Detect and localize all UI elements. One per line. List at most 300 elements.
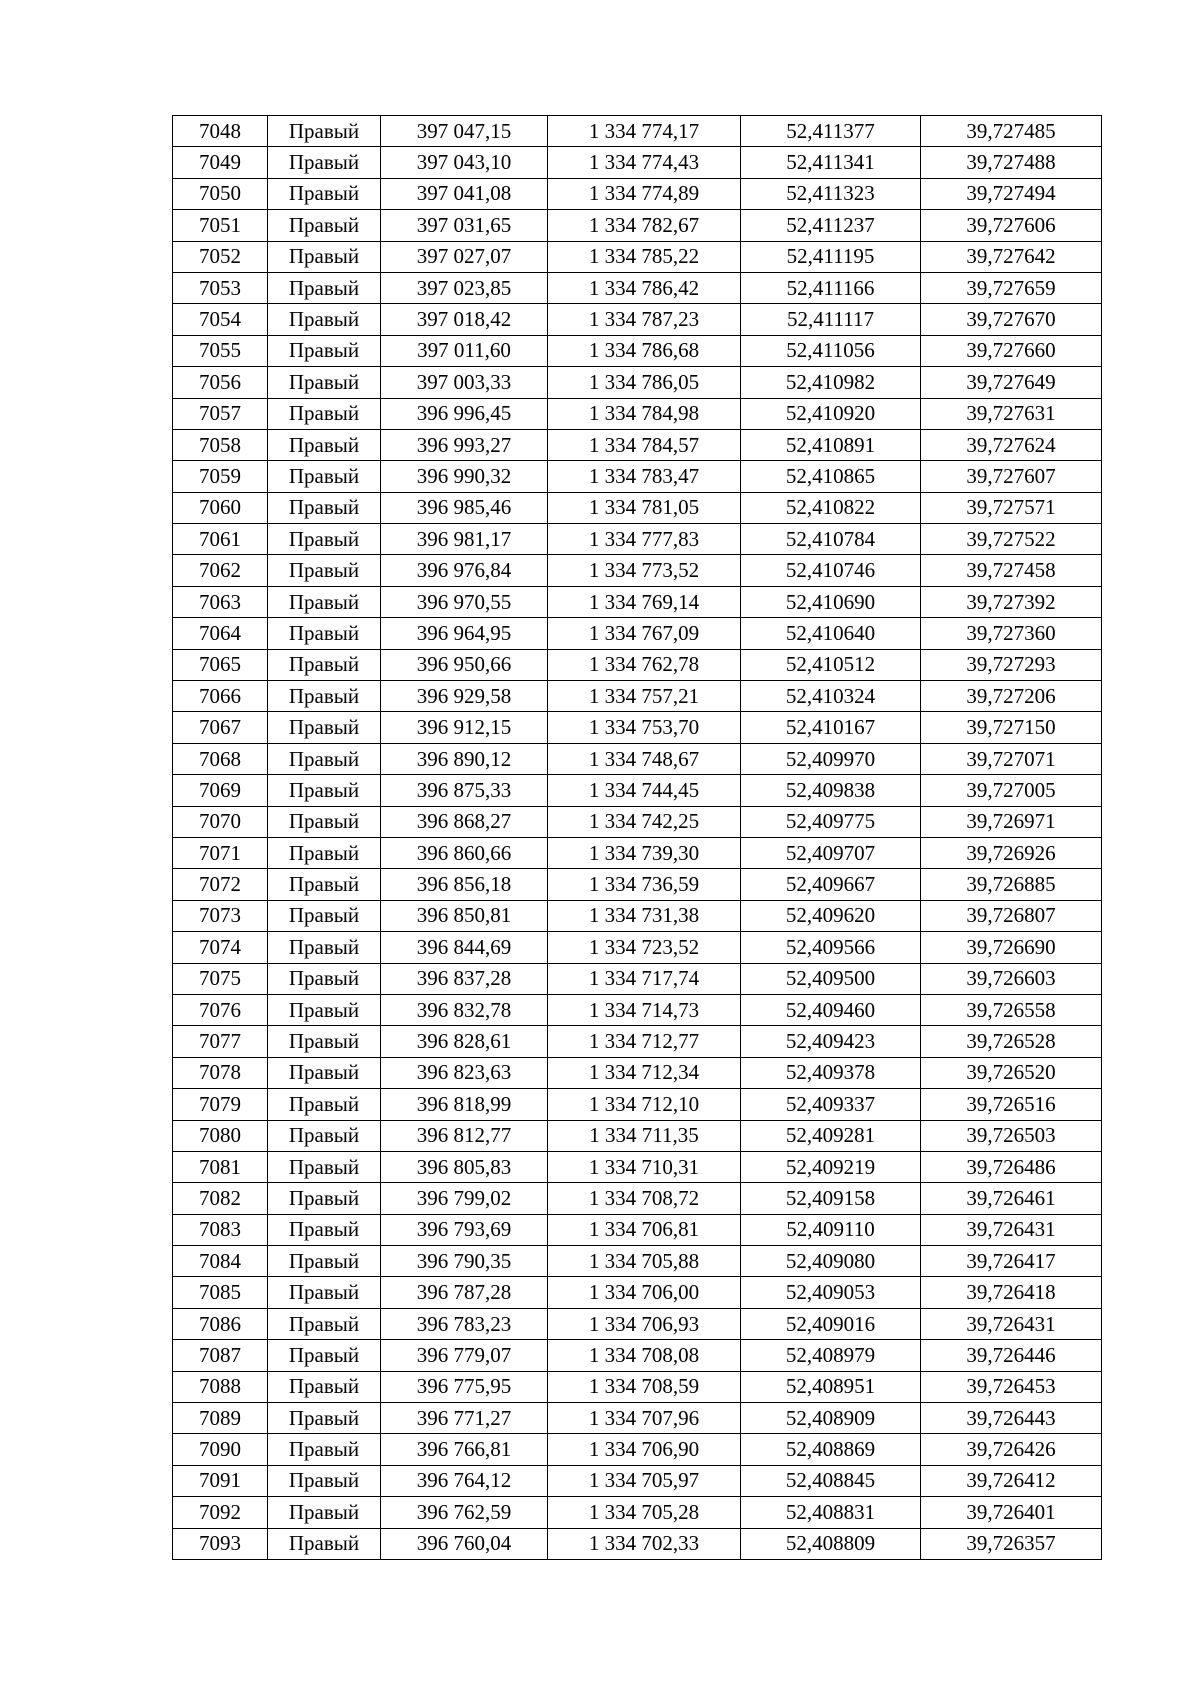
latitude-cell: 52,409110 — [741, 1214, 921, 1245]
latitude-cell: 52,410891 — [741, 429, 921, 460]
table-row — [173, 116, 1102, 147]
longitude-cell: 39,726520 — [921, 1057, 1102, 1088]
x-coordinate-cell: 396 799,02 — [381, 1183, 548, 1214]
table-row — [173, 555, 1102, 586]
table-row — [173, 712, 1102, 743]
x-coordinate-cell: 396 823,63 — [381, 1057, 548, 1088]
latitude-cell: 52,411117 — [741, 304, 921, 335]
y-coordinate-cell: 1 334 748,67 — [548, 743, 741, 774]
coordinates-table — [172, 115, 1102, 1560]
longitude-cell: 39,726418 — [921, 1277, 1102, 1308]
side-cell: Правый — [268, 1497, 381, 1528]
longitude-cell: 39,727494 — [921, 178, 1102, 209]
y-coordinate-cell: 1 334 774,17 — [548, 116, 741, 147]
latitude-cell: 52,409775 — [741, 806, 921, 837]
longitude-cell: 39,727360 — [921, 618, 1102, 649]
x-coordinate-cell: 396 762,59 — [381, 1497, 548, 1528]
side-cell: Правый — [268, 743, 381, 774]
side-cell: Правый — [268, 461, 381, 492]
longitude-cell: 39,726558 — [921, 994, 1102, 1025]
y-coordinate-cell: 1 334 782,67 — [548, 210, 741, 241]
y-coordinate-cell: 1 334 784,57 — [548, 429, 741, 460]
latitude-cell: 52,411237 — [741, 210, 921, 241]
table-row — [173, 743, 1102, 774]
latitude-cell: 52,409500 — [741, 963, 921, 994]
longitude-cell: 39,727522 — [921, 524, 1102, 555]
side-cell: Правый — [268, 429, 381, 460]
y-coordinate-cell: 1 334 781,05 — [548, 492, 741, 523]
point-number-cell: 7091 — [173, 1465, 268, 1496]
y-coordinate-cell: 1 334 712,34 — [548, 1057, 741, 1088]
longitude-cell: 39,727458 — [921, 555, 1102, 586]
side-cell: Правый — [268, 1214, 381, 1245]
x-coordinate-cell: 396 832,78 — [381, 994, 548, 1025]
table-row — [173, 1120, 1102, 1151]
point-number-cell: 7064 — [173, 618, 268, 649]
latitude-cell: 52,409707 — [741, 837, 921, 868]
x-coordinate-cell: 396 981,17 — [381, 524, 548, 555]
y-coordinate-cell: 1 334 777,83 — [548, 524, 741, 555]
x-coordinate-cell: 396 875,33 — [381, 775, 548, 806]
table-row — [173, 335, 1102, 366]
point-number-cell: 7081 — [173, 1151, 268, 1182]
point-number-cell: 7055 — [173, 335, 268, 366]
side-cell: Правый — [268, 367, 381, 398]
latitude-cell: 52,409337 — [741, 1089, 921, 1120]
x-coordinate-cell: 396 860,66 — [381, 837, 548, 868]
y-coordinate-cell: 1 334 774,89 — [548, 178, 741, 209]
x-coordinate-cell: 396 805,83 — [381, 1151, 548, 1182]
point-number-cell: 7076 — [173, 994, 268, 1025]
latitude-cell: 52,409667 — [741, 869, 921, 900]
x-coordinate-cell: 397 041,08 — [381, 178, 548, 209]
latitude-cell: 52,409423 — [741, 1026, 921, 1057]
table-row — [173, 524, 1102, 555]
latitude-cell: 52,409080 — [741, 1246, 921, 1277]
x-coordinate-cell: 396 976,84 — [381, 555, 548, 586]
side-cell: Правый — [268, 1120, 381, 1151]
table-row — [173, 1089, 1102, 1120]
y-coordinate-cell: 1 334 705,28 — [548, 1497, 741, 1528]
side-cell: Правый — [268, 932, 381, 963]
side-cell: Правый — [268, 178, 381, 209]
table-row — [173, 241, 1102, 272]
longitude-cell: 39,727631 — [921, 398, 1102, 429]
table-row — [173, 1465, 1102, 1496]
x-coordinate-cell: 396 766,81 — [381, 1434, 548, 1465]
latitude-cell: 52,411166 — [741, 272, 921, 303]
x-coordinate-cell: 397 047,15 — [381, 116, 548, 147]
x-coordinate-cell: 396 970,55 — [381, 586, 548, 617]
latitude-cell: 52,410746 — [741, 555, 921, 586]
side-cell: Правый — [268, 304, 381, 335]
side-cell: Правый — [268, 649, 381, 680]
side-cell: Правый — [268, 712, 381, 743]
table-row — [173, 147, 1102, 178]
point-number-cell: 7058 — [173, 429, 268, 460]
y-coordinate-cell: 1 334 711,35 — [548, 1120, 741, 1151]
x-coordinate-cell: 396 993,27 — [381, 429, 548, 460]
table-row — [173, 1308, 1102, 1339]
x-coordinate-cell: 397 023,85 — [381, 272, 548, 303]
table-row — [173, 210, 1102, 241]
table-row — [173, 806, 1102, 837]
y-coordinate-cell: 1 334 717,74 — [548, 963, 741, 994]
x-coordinate-cell: 396 964,95 — [381, 618, 548, 649]
table-row — [173, 681, 1102, 712]
longitude-cell: 39,726426 — [921, 1434, 1102, 1465]
point-number-cell: 7069 — [173, 775, 268, 806]
side-cell: Правый — [268, 1183, 381, 1214]
y-coordinate-cell: 1 334 767,09 — [548, 618, 741, 649]
latitude-cell: 52,410865 — [741, 461, 921, 492]
point-number-cell: 7052 — [173, 241, 268, 272]
side-cell: Правый — [268, 681, 381, 712]
side-cell: Правый — [268, 1434, 381, 1465]
side-cell: Правый — [268, 1371, 381, 1402]
x-coordinate-cell: 396 950,66 — [381, 649, 548, 680]
side-cell: Правый — [268, 1403, 381, 1434]
longitude-cell: 39,726453 — [921, 1371, 1102, 1402]
latitude-cell: 52,409566 — [741, 932, 921, 963]
side-cell: Правый — [268, 1528, 381, 1559]
table-row — [173, 461, 1102, 492]
latitude-cell: 52,409016 — [741, 1308, 921, 1339]
side-cell: Правый — [268, 1340, 381, 1371]
side-cell: Правый — [268, 492, 381, 523]
longitude-cell: 39,727488 — [921, 147, 1102, 178]
point-number-cell: 7086 — [173, 1308, 268, 1339]
latitude-cell: 52,410690 — [741, 586, 921, 617]
side-cell: Правый — [268, 775, 381, 806]
y-coordinate-cell: 1 334 744,45 — [548, 775, 741, 806]
side-cell: Правый — [268, 147, 381, 178]
longitude-cell: 39,726603 — [921, 963, 1102, 994]
point-number-cell: 7085 — [173, 1277, 268, 1308]
x-coordinate-cell: 396 828,61 — [381, 1026, 548, 1057]
longitude-cell: 39,726528 — [921, 1026, 1102, 1057]
x-coordinate-cell: 396 812,77 — [381, 1120, 548, 1151]
point-number-cell: 7060 — [173, 492, 268, 523]
y-coordinate-cell: 1 334 762,78 — [548, 649, 741, 680]
point-number-cell: 7075 — [173, 963, 268, 994]
point-number-cell: 7079 — [173, 1089, 268, 1120]
point-number-cell: 7074 — [173, 932, 268, 963]
latitude-cell: 52,408869 — [741, 1434, 921, 1465]
y-coordinate-cell: 1 334 706,90 — [548, 1434, 741, 1465]
x-coordinate-cell: 396 793,69 — [381, 1214, 548, 1245]
longitude-cell: 39,727071 — [921, 743, 1102, 774]
latitude-cell: 52,408831 — [741, 1497, 921, 1528]
y-coordinate-cell: 1 334 785,22 — [548, 241, 741, 272]
table-row — [173, 1026, 1102, 1057]
point-number-cell: 7082 — [173, 1183, 268, 1214]
x-coordinate-cell: 396 783,23 — [381, 1308, 548, 1339]
latitude-cell: 52,409158 — [741, 1183, 921, 1214]
y-coordinate-cell: 1 334 706,81 — [548, 1214, 741, 1245]
point-number-cell: 7065 — [173, 649, 268, 680]
table-row — [173, 178, 1102, 209]
x-coordinate-cell: 397 018,42 — [381, 304, 548, 335]
side-cell: Правый — [268, 1246, 381, 1277]
side-cell: Правый — [268, 116, 381, 147]
y-coordinate-cell: 1 334 705,88 — [548, 1246, 741, 1277]
table-row — [173, 1528, 1102, 1559]
latitude-cell: 52,409838 — [741, 775, 921, 806]
y-coordinate-cell: 1 334 753,70 — [548, 712, 741, 743]
table-row — [173, 1340, 1102, 1371]
y-coordinate-cell: 1 334 786,05 — [548, 367, 741, 398]
longitude-cell: 39,726357 — [921, 1528, 1102, 1559]
point-number-cell: 7077 — [173, 1026, 268, 1057]
table-row — [173, 1151, 1102, 1182]
latitude-cell: 52,408809 — [741, 1528, 921, 1559]
y-coordinate-cell: 1 334 783,47 — [548, 461, 741, 492]
side-cell: Правый — [268, 1089, 381, 1120]
x-coordinate-cell: 396 787,28 — [381, 1277, 548, 1308]
y-coordinate-cell: 1 334 786,42 — [548, 272, 741, 303]
y-coordinate-cell: 1 334 773,52 — [548, 555, 741, 586]
y-coordinate-cell: 1 334 787,23 — [548, 304, 741, 335]
latitude-cell: 52,409219 — [741, 1151, 921, 1182]
latitude-cell: 52,411056 — [741, 335, 921, 366]
longitude-cell: 39,726486 — [921, 1151, 1102, 1182]
point-number-cell: 7092 — [173, 1497, 268, 1528]
longitude-cell: 39,727624 — [921, 429, 1102, 460]
point-number-cell: 7049 — [173, 147, 268, 178]
side-cell: Правый — [268, 1151, 381, 1182]
table-row — [173, 1277, 1102, 1308]
side-cell: Правый — [268, 869, 381, 900]
point-number-cell: 7051 — [173, 210, 268, 241]
table-row — [173, 1403, 1102, 1434]
latitude-cell: 52,410640 — [741, 618, 921, 649]
latitude-cell: 52,408909 — [741, 1403, 921, 1434]
latitude-cell: 52,410167 — [741, 712, 921, 743]
y-coordinate-cell: 1 334 710,31 — [548, 1151, 741, 1182]
table-row — [173, 618, 1102, 649]
longitude-cell: 39,727485 — [921, 116, 1102, 147]
point-number-cell: 7084 — [173, 1246, 268, 1277]
longitude-cell: 39,726516 — [921, 1089, 1102, 1120]
table-row — [173, 429, 1102, 460]
latitude-cell: 52,409620 — [741, 900, 921, 931]
side-cell: Правый — [268, 272, 381, 303]
side-cell: Правый — [268, 555, 381, 586]
y-coordinate-cell: 1 334 706,93 — [548, 1308, 741, 1339]
y-coordinate-cell: 1 334 714,73 — [548, 994, 741, 1025]
longitude-cell: 39,727293 — [921, 649, 1102, 680]
table-row — [173, 1057, 1102, 1088]
table-row — [173, 367, 1102, 398]
point-number-cell: 7053 — [173, 272, 268, 303]
side-cell: Правый — [268, 1465, 381, 1496]
longitude-cell: 39,727670 — [921, 304, 1102, 335]
latitude-cell: 52,410324 — [741, 681, 921, 712]
x-coordinate-cell: 396 760,04 — [381, 1528, 548, 1559]
table-row — [173, 1371, 1102, 1402]
x-coordinate-cell: 396 890,12 — [381, 743, 548, 774]
table-row — [173, 775, 1102, 806]
longitude-cell: 39,727649 — [921, 367, 1102, 398]
longitude-cell: 39,727206 — [921, 681, 1102, 712]
longitude-cell: 39,727642 — [921, 241, 1102, 272]
side-cell: Правый — [268, 1057, 381, 1088]
table-row — [173, 994, 1102, 1025]
table-row — [173, 586, 1102, 617]
side-cell: Правый — [268, 806, 381, 837]
longitude-cell: 39,727392 — [921, 586, 1102, 617]
y-coordinate-cell: 1 334 742,25 — [548, 806, 741, 837]
point-number-cell: 7054 — [173, 304, 268, 335]
longitude-cell: 39,727005 — [921, 775, 1102, 806]
latitude-cell: 52,410982 — [741, 367, 921, 398]
point-number-cell: 7083 — [173, 1214, 268, 1245]
x-coordinate-cell: 396 868,27 — [381, 806, 548, 837]
table-row — [173, 869, 1102, 900]
side-cell: Правый — [268, 398, 381, 429]
point-number-cell: 7061 — [173, 524, 268, 555]
point-number-cell: 7056 — [173, 367, 268, 398]
y-coordinate-cell: 1 334 757,21 — [548, 681, 741, 712]
x-coordinate-cell: 397 027,07 — [381, 241, 548, 272]
coordinates-table-body — [173, 116, 1102, 1560]
longitude-cell: 39,726807 — [921, 900, 1102, 931]
side-cell: Правый — [268, 837, 381, 868]
y-coordinate-cell: 1 334 708,72 — [548, 1183, 741, 1214]
side-cell: Правый — [268, 1277, 381, 1308]
y-coordinate-cell: 1 334 769,14 — [548, 586, 741, 617]
y-coordinate-cell: 1 334 712,77 — [548, 1026, 741, 1057]
point-number-cell: 7059 — [173, 461, 268, 492]
table-row — [173, 1214, 1102, 1245]
x-coordinate-cell: 396 844,69 — [381, 932, 548, 963]
y-coordinate-cell: 1 334 706,00 — [548, 1277, 741, 1308]
y-coordinate-cell: 1 334 708,08 — [548, 1340, 741, 1371]
latitude-cell: 52,409281 — [741, 1120, 921, 1151]
point-number-cell: 7050 — [173, 178, 268, 209]
longitude-cell: 39,726401 — [921, 1497, 1102, 1528]
point-number-cell: 7070 — [173, 806, 268, 837]
point-number-cell: 7063 — [173, 586, 268, 617]
side-cell: Правый — [268, 994, 381, 1025]
table-row — [173, 398, 1102, 429]
x-coordinate-cell: 397 003,33 — [381, 367, 548, 398]
table-row — [173, 963, 1102, 994]
table-row — [173, 649, 1102, 680]
side-cell: Правый — [268, 1308, 381, 1339]
latitude-cell: 52,408979 — [741, 1340, 921, 1371]
table-row — [173, 900, 1102, 931]
y-coordinate-cell: 1 334 731,38 — [548, 900, 741, 931]
side-cell: Правый — [268, 963, 381, 994]
longitude-cell: 39,726503 — [921, 1120, 1102, 1151]
point-number-cell: 7080 — [173, 1120, 268, 1151]
side-cell: Правый — [268, 1026, 381, 1057]
x-coordinate-cell: 397 031,65 — [381, 210, 548, 241]
latitude-cell: 52,411195 — [741, 241, 921, 272]
table-row — [173, 932, 1102, 963]
latitude-cell: 52,410822 — [741, 492, 921, 523]
point-number-cell: 7072 — [173, 869, 268, 900]
longitude-cell: 39,726431 — [921, 1214, 1102, 1245]
point-number-cell: 7048 — [173, 116, 268, 147]
longitude-cell: 39,727607 — [921, 461, 1102, 492]
point-number-cell: 7090 — [173, 1434, 268, 1465]
longitude-cell: 39,726885 — [921, 869, 1102, 900]
point-number-cell: 7067 — [173, 712, 268, 743]
latitude-cell: 52,409378 — [741, 1057, 921, 1088]
longitude-cell: 39,726443 — [921, 1403, 1102, 1434]
latitude-cell: 52,411341 — [741, 147, 921, 178]
longitude-cell: 39,726926 — [921, 837, 1102, 868]
longitude-cell: 39,727606 — [921, 210, 1102, 241]
table-row — [173, 304, 1102, 335]
point-number-cell: 7062 — [173, 555, 268, 586]
table-row — [173, 1497, 1102, 1528]
longitude-cell: 39,727150 — [921, 712, 1102, 743]
x-coordinate-cell: 396 850,81 — [381, 900, 548, 931]
side-cell: Правый — [268, 618, 381, 649]
point-number-cell: 7068 — [173, 743, 268, 774]
point-number-cell: 7071 — [173, 837, 268, 868]
y-coordinate-cell: 1 334 774,43 — [548, 147, 741, 178]
table-row — [173, 1183, 1102, 1214]
latitude-cell: 52,410512 — [741, 649, 921, 680]
table-row — [173, 272, 1102, 303]
y-coordinate-cell: 1 334 786,68 — [548, 335, 741, 366]
longitude-cell: 39,726412 — [921, 1465, 1102, 1496]
point-number-cell: 7078 — [173, 1057, 268, 1088]
longitude-cell: 39,726690 — [921, 932, 1102, 963]
longitude-cell: 39,726446 — [921, 1340, 1102, 1371]
latitude-cell: 52,408845 — [741, 1465, 921, 1496]
x-coordinate-cell: 396 996,45 — [381, 398, 548, 429]
x-coordinate-cell: 396 771,27 — [381, 1403, 548, 1434]
side-cell: Правый — [268, 210, 381, 241]
x-coordinate-cell: 396 779,07 — [381, 1340, 548, 1371]
longitude-cell: 39,726417 — [921, 1246, 1102, 1277]
side-cell: Правый — [268, 335, 381, 366]
latitude-cell: 52,409460 — [741, 994, 921, 1025]
latitude-cell: 52,408951 — [741, 1371, 921, 1402]
x-coordinate-cell: 396 818,99 — [381, 1089, 548, 1120]
x-coordinate-cell: 396 790,35 — [381, 1246, 548, 1277]
longitude-cell: 39,727571 — [921, 492, 1102, 523]
latitude-cell: 52,411377 — [741, 116, 921, 147]
y-coordinate-cell: 1 334 739,30 — [548, 837, 741, 868]
x-coordinate-cell: 396 837,28 — [381, 963, 548, 994]
x-coordinate-cell: 396 929,58 — [381, 681, 548, 712]
y-coordinate-cell: 1 334 723,52 — [548, 932, 741, 963]
longitude-cell: 39,726461 — [921, 1183, 1102, 1214]
point-number-cell: 7089 — [173, 1403, 268, 1434]
point-number-cell: 7088 — [173, 1371, 268, 1402]
y-coordinate-cell: 1 334 707,96 — [548, 1403, 741, 1434]
x-coordinate-cell: 397 011,60 — [381, 335, 548, 366]
side-cell: Правый — [268, 241, 381, 272]
x-coordinate-cell: 396 990,32 — [381, 461, 548, 492]
point-number-cell: 7066 — [173, 681, 268, 712]
longitude-cell: 39,726971 — [921, 806, 1102, 837]
table-row — [173, 837, 1102, 868]
y-coordinate-cell: 1 334 736,59 — [548, 869, 741, 900]
latitude-cell: 52,409970 — [741, 743, 921, 774]
latitude-cell: 52,410920 — [741, 398, 921, 429]
side-cell: Правый — [268, 900, 381, 931]
longitude-cell: 39,726431 — [921, 1308, 1102, 1339]
table-row — [173, 492, 1102, 523]
